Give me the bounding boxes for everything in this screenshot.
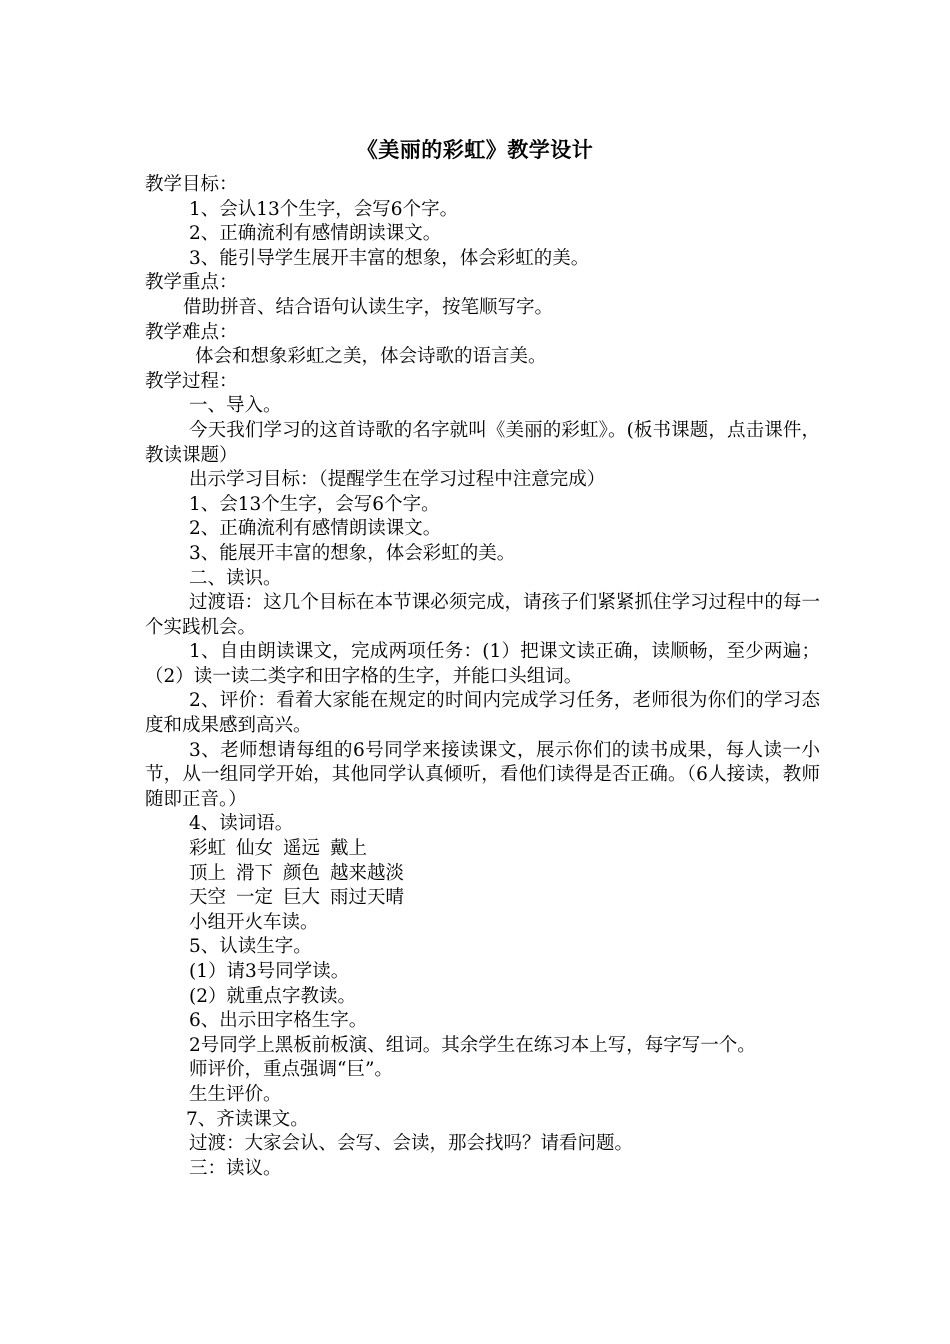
goal-item: 2、正确流利有感情朗读课文。 [189, 518, 442, 540]
document-body [145, 173, 820, 1181]
word-row [145, 862, 820, 887]
step-6-title: 6、出示田字格生字。 [189, 1010, 368, 1032]
section-title-reading: 二、读识。 [189, 567, 282, 589]
difficulties-text: 体会和想象彩虹之美，体会诗歌的语言美。 [195, 346, 547, 368]
step-4-title: 4、读词语。 [189, 813, 294, 835]
step-3-paragraph: 3、老师想请每组的6号同学来接读课文，展示你们的读书成果，每人读一小节，从一组同学开始，其他同学认真倾听，看他们读得是否正确。（6人接读，教师随即正音。） [145, 739, 820, 810]
step-5-sub-b: (2）就重点字教读。 [189, 985, 356, 1007]
word: 顶上 [189, 862, 227, 884]
word: 天空 [189, 887, 227, 909]
process-heading: 教学过程： [145, 370, 238, 392]
goal-item: 1、会13个生字，会写6个字。 [189, 493, 440, 515]
teacher-evaluation-line: 师评价，重点强调“巨”。 [189, 1059, 393, 1081]
train-reading-line: 小组开火车读。 [189, 911, 319, 933]
word: 遥远 [283, 838, 321, 860]
difficulties-heading: 教学难点： [145, 321, 238, 343]
word: 滑下 [236, 862, 274, 884]
key-points-heading: 教学重点： [145, 272, 238, 294]
word: 仙女 [236, 838, 274, 860]
word: 戴上 [330, 838, 368, 860]
objective-item: 3、能引导学生展开丰富的想象，体会彩虹的美。 [189, 247, 590, 269]
step-5-sub-a: (1）请3号同学读。 [189, 961, 350, 982]
objective-item: 1、会认13个生字，会写6个字。 [189, 198, 459, 220]
word: 巨大 [283, 887, 321, 909]
show-goals-line: 出示学习目标：（提醒学生在学习过程中注意完成） [189, 469, 606, 491]
document-title: 《美丽的彩虹》教学设计 [356, 137, 594, 162]
peer-evaluation-line: 生生评价。 [189, 1083, 282, 1105]
objective-item: 2、正确流利有感情朗读课文。 [189, 223, 442, 245]
section-3-transition: 过渡：大家会认、会写、会读，那会找吗？请看问题。 [189, 1133, 634, 1155]
intro-paragraph: 今天我们学习的这首诗歌的名字就叫《美丽的彩虹》。(板书课题，点击课件，教读课题） [145, 419, 820, 466]
word: 颜色 [283, 862, 321, 884]
step-5-title: 5、认读生字。 [189, 936, 312, 958]
word-row [145, 886, 820, 911]
word: 一定 [236, 887, 274, 909]
transition-paragraph: 过渡语：这几个目标在本节课必须完成，请孩子们紧紧抓住学习过程中的每一个实践机会。 [145, 592, 820, 638]
step-7-title: 7、齐读课文。 [186, 1108, 309, 1130]
step-1-paragraph: 1、自由朗读课文，完成两项任务：(1）把课文读正确，读顺畅，至少两遍；（2）读一读二类字和田字格的生字，并能口头组词。 [145, 641, 820, 687]
word: 雨过天晴 [330, 887, 405, 909]
goal-item: 3、能展开丰富的想象，体会彩虹的美。 [189, 542, 516, 564]
key-points-text: 借助拼音、结合语句认读生字，按笔顺写字。 [183, 296, 554, 318]
word-row [145, 837, 820, 862]
objectives-heading: 教学目标： [145, 174, 238, 195]
step-6-paragraph: 2号同学上黑板前板演、组词。其余学生在练习本上写，每字写一个。 [189, 1034, 756, 1056]
word: 越来越淡 [330, 862, 405, 884]
step-2-paragraph: 2、评价：看着大家能在规定的时间内完成学习任务，老师很为你们的学习态度和成果感到高兴。 [145, 690, 820, 737]
section-title-intro: 一、导入。 [189, 395, 282, 417]
section-title-discussion: 三：读议。 [189, 1157, 282, 1179]
word: 彩虹 [189, 838, 227, 860]
